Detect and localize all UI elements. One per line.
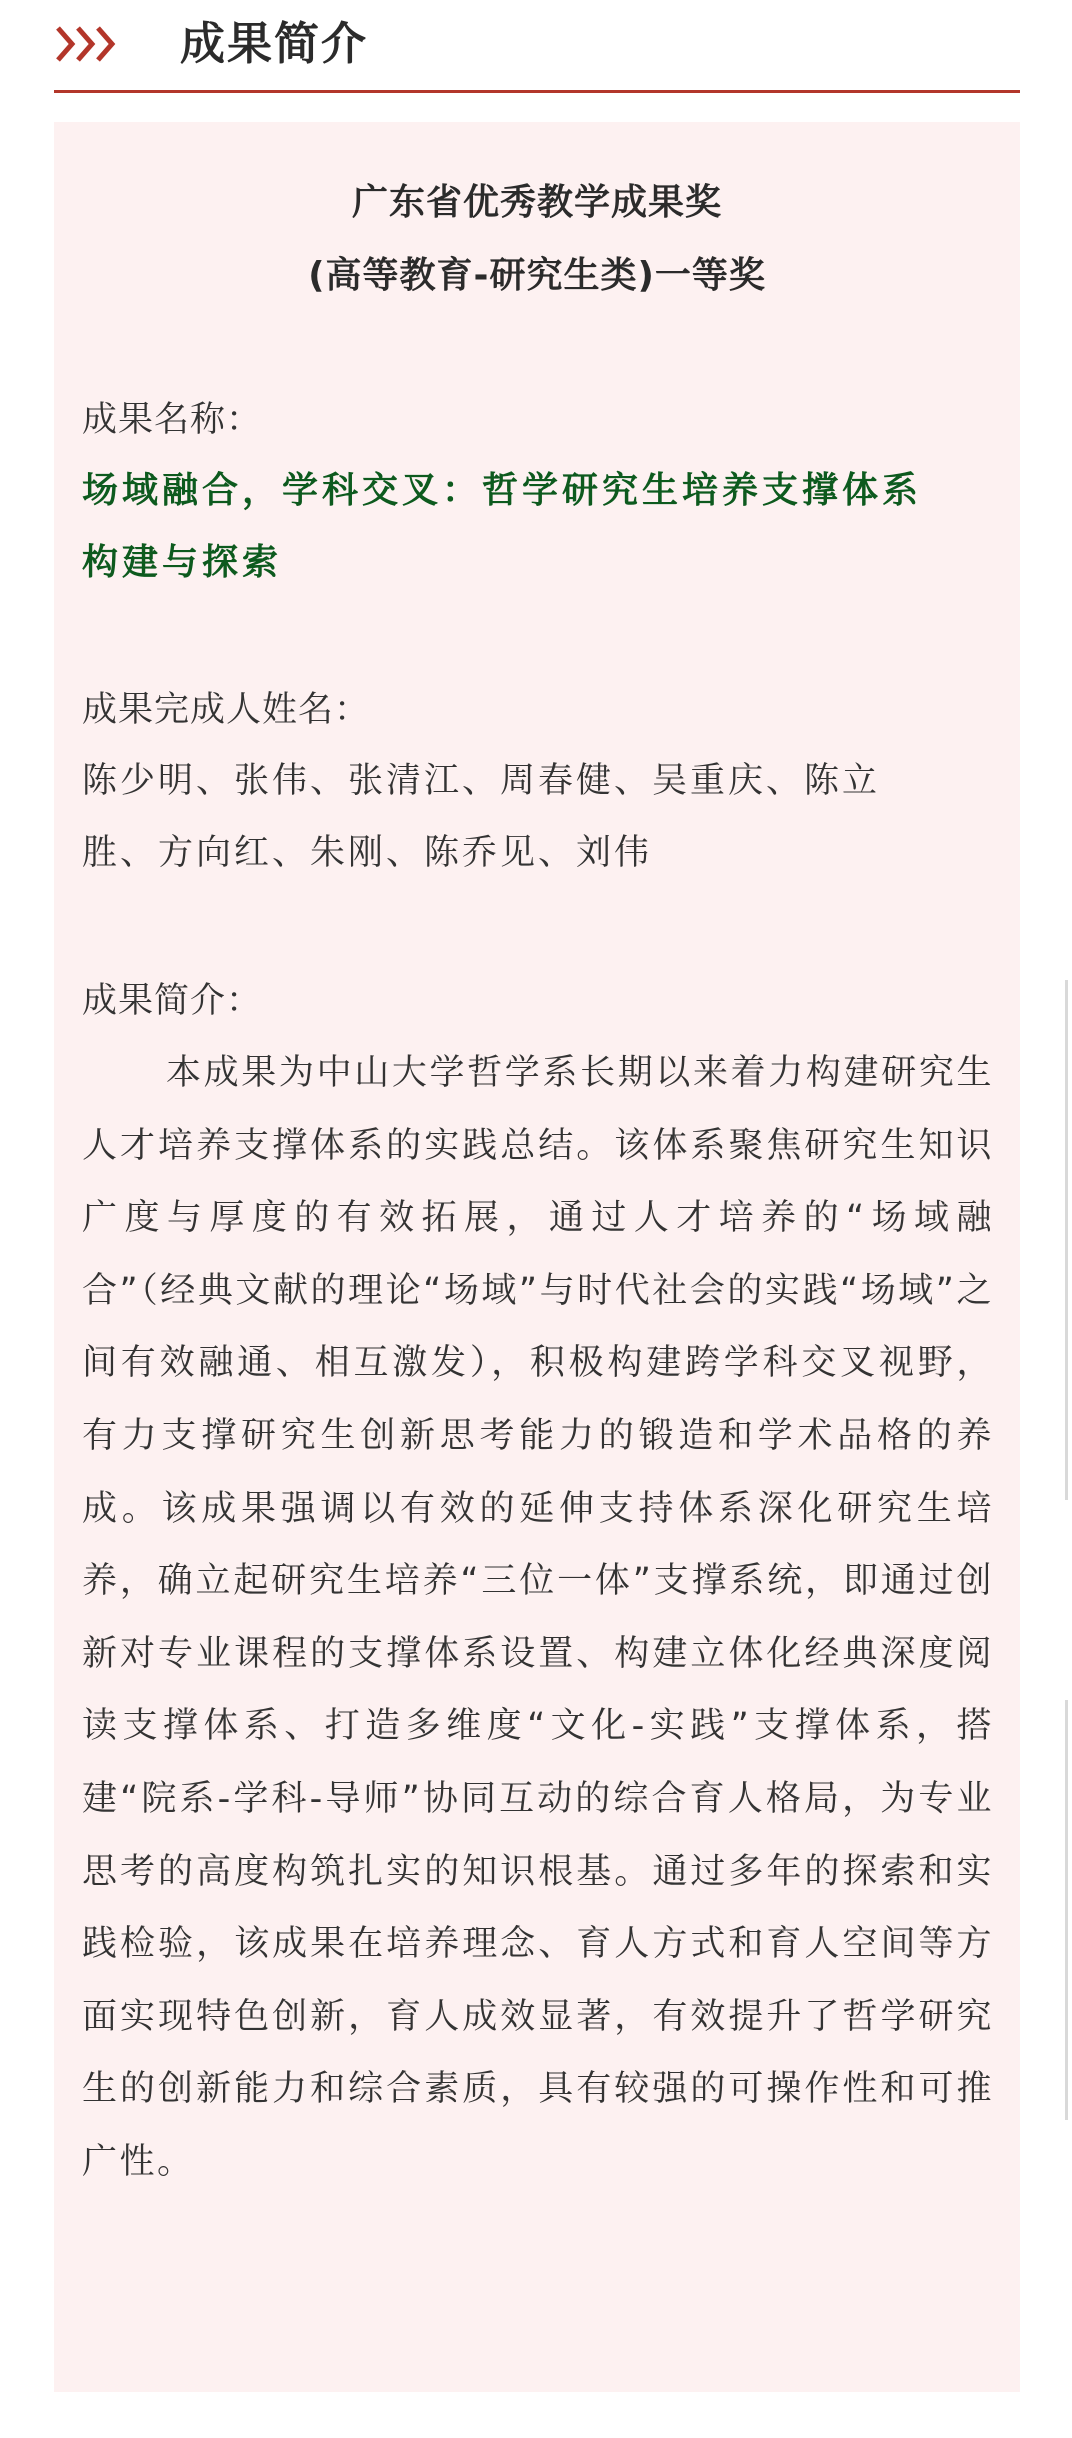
scroll-indicator xyxy=(1065,1700,1068,2120)
achievement-name-label: 成果名称： xyxy=(82,400,263,440)
achievement-name-line2: 构建与探索 xyxy=(82,542,283,583)
achievement-name-line1: 场域融合，学科交叉：哲学研究生培养支撑体系 xyxy=(82,470,923,511)
summary-label: 成果简介： xyxy=(82,981,263,1021)
completers-line1: 陈少明、张伟、张清江、周春健、吴重庆、陈立 xyxy=(82,761,881,801)
achievement-name xyxy=(82,455,994,599)
summary-paragraph: 本成果为中山大学哲学系长期以来着力构建研究生人才培养支撑体系的实践总结。该体系聚焦研究生知识广度与厚度的有效拓展，通过人才培养的“场域融合”（经典文献的理论“场域”与时代社会的实践“场域”之间有效融通、相互激发），积极构建跨学科交叉视野，有力支撑研究生创新思考能力的锻造和学术品格的养成。该成果强调以有效的延伸支持体系深化研究生培养，确立起研究生培养“三位一体”支撑系统，即通过创新对专业课程的支撑体系设置、构建立体化经典深度阅读支撑体系、打造多维度“文化-实践”支撑体系，搭建“院系-学科-导师”协同互动的综合育人格局，为专业思考的高度构筑扎实的知识根基。通过多年的探索和实践检验，该成果在培养理念、育人方式和育人空间等方面实现特色创新，育人成效显著，有效提升了哲学研究生的创新能力和综合素质，具有较强的可操作性和可推广性。 xyxy=(82,1053,994,2182)
chevron-right-triple-icon xyxy=(54,22,118,66)
completers-label: 成果完成人姓名： xyxy=(82,690,371,730)
award-title-line1: 广东省优秀教学成果奖 xyxy=(351,182,722,223)
completers-line2: 胜、方向红、朱刚、陈乔见、刘伟 xyxy=(82,833,653,873)
completers-list xyxy=(82,745,994,889)
section-title: 成果简介 xyxy=(180,17,369,70)
award-title-line2: (高等教育-研究生类)一等奖 xyxy=(308,255,766,296)
scroll-indicator xyxy=(1065,980,1068,1500)
section-header xyxy=(54,0,1020,93)
content-card xyxy=(54,122,1020,2392)
